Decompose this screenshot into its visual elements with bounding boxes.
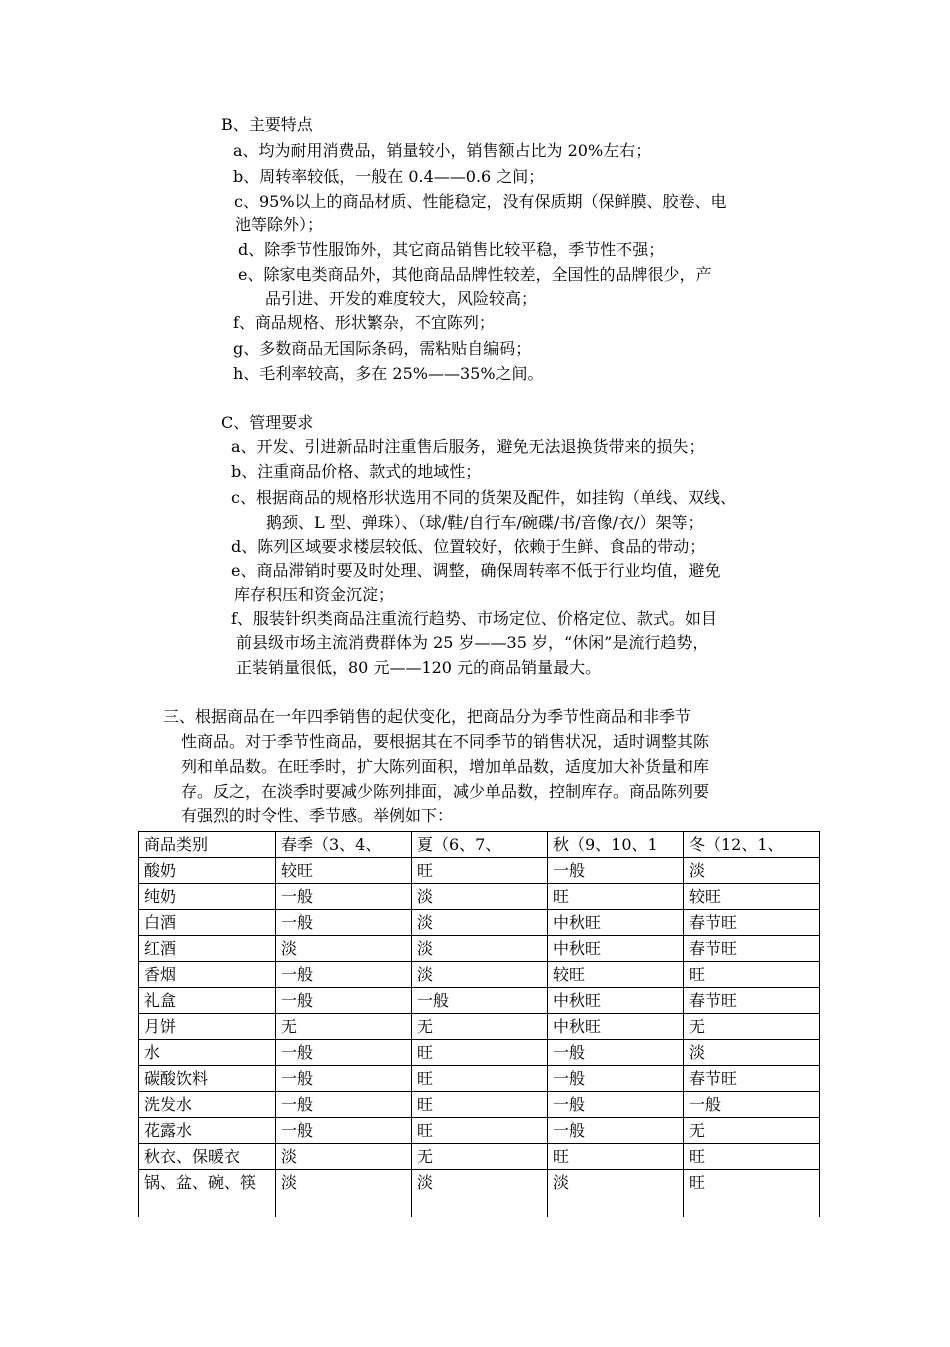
table-row: [139, 884, 820, 910]
table-row: [139, 1040, 820, 1066]
table-row: [139, 1170, 820, 1221]
cell-spring: 一般: [276, 910, 412, 936]
cell-summer: 一般: [412, 988, 548, 1014]
section-c-item-f-cont1: 前县级市场主流消费群体为 25 岁——35 岁，“休闲”是流行趋势，: [236, 633, 709, 652]
table-row: [139, 1014, 820, 1040]
cell-category: 碳酸饮料: [139, 1066, 276, 1092]
table-header-row: [139, 832, 820, 858]
cell-spring: 一般: [276, 1066, 412, 1092]
cell-spring: 淡: [276, 1170, 412, 1221]
cell-category: 洗发水: [139, 1092, 276, 1118]
cell-spring: 淡: [276, 1144, 412, 1170]
section-c-item-b: b、注重商品价格、款式的地域性；: [231, 462, 482, 481]
table-row: [139, 962, 820, 988]
cell-category: 酸奶: [139, 858, 276, 884]
section-c-heading: C、管理要求: [221, 413, 314, 432]
section-c-item-e: e、商品滞销时要及时处理、调整，确保周转率不低于行业均值，避免: [231, 561, 721, 580]
cell-summer: 无: [412, 1144, 548, 1170]
cell-autumn: 一般: [548, 1092, 684, 1118]
cell-category: 白酒: [139, 910, 276, 936]
cell-autumn: 中秋旺: [548, 936, 684, 962]
cell-spring: 一般: [276, 988, 412, 1014]
section-three-line-3: 列和单品数。在旺季时，扩大陈列面积，增加单品数，适度加大补货量和库: [181, 757, 710, 776]
cell-autumn: 淡: [548, 1170, 684, 1221]
cell-autumn: 较旺: [548, 962, 684, 988]
cell-winter: 旺: [684, 1144, 820, 1170]
section-three-line-1: 三、根据商品在一年四季销售的起伏变化，把商品分为季节性商品和非季节: [163, 707, 692, 726]
cell-summer: 淡: [412, 1170, 548, 1221]
section-c-item-c: c、根据商品的规格形状选用不同的货架及配件，如挂钩（单线、双线、: [231, 488, 736, 507]
table-row: [139, 1066, 820, 1092]
cell-category: 月饼: [139, 1014, 276, 1040]
cell-category: 锅、盆、碗、筷: [139, 1170, 276, 1221]
cell-winter: 一般: [684, 1092, 820, 1118]
cell-summer: 旺: [412, 1066, 548, 1092]
cell-winter: 较旺: [684, 884, 820, 910]
table-row: [139, 910, 820, 936]
cell-winter: 旺: [684, 962, 820, 988]
section-c-item-f: f、服装针织类商品注重流行趋势、市场定位、价格定位、款式。如目: [231, 609, 717, 628]
seasonal-sales-table: [138, 831, 820, 1221]
cell-autumn: 旺: [548, 884, 684, 910]
table-row: [139, 1092, 820, 1118]
section-c-item-e-cont: 库存积压和资金沉淀；: [234, 585, 395, 604]
section-c-item-c-cont: 鹅颈、L 型、弹珠）、（球/鞋/自行车/碗碟/书/音像/衣/）架等；: [266, 513, 704, 532]
cell-spring: 一般: [276, 1092, 412, 1118]
section-b-item-e-cont: 品引进、开发的难度较大，风险较高；: [265, 289, 538, 308]
cell-category: 礼盒: [139, 988, 276, 1014]
cell-category: 秋衣、保暖衣: [139, 1144, 276, 1170]
cell-winter: 淡: [684, 1040, 820, 1066]
cell-winter: 春节旺: [684, 936, 820, 962]
table-row: [139, 988, 820, 1014]
cell-spring: 一般: [276, 1040, 412, 1066]
cell-autumn: 一般: [548, 1040, 684, 1066]
cell-winter: 春节旺: [684, 988, 820, 1014]
cell-winter: 旺: [684, 1170, 820, 1221]
header-category: 商品类别: [139, 832, 276, 858]
section-b-item-h: h、毛利率较高，多在 25%——35%之间。: [233, 364, 544, 383]
cell-summer: 旺: [412, 858, 548, 884]
section-b-item-c: c、95%以上的商品材质、性能稳定，没有保质期（保鲜膜、胶卷、电: [234, 192, 727, 211]
table-row: [139, 1144, 820, 1170]
header-winter: 冬（12、1、: [684, 832, 820, 858]
cell-category: 香烟: [139, 962, 276, 988]
cell-winter: 淡: [684, 858, 820, 884]
section-b-item-c-cont: 池等除外）；: [235, 215, 324, 234]
cell-winter: 春节旺: [684, 910, 820, 936]
table-row: [139, 936, 820, 962]
cell-spring: 较旺: [276, 858, 412, 884]
section-b-item-b: b、周转率较低，一般在 0.4——0.6 之间；: [233, 167, 545, 186]
cell-summer: 淡: [412, 910, 548, 936]
section-c-item-a: a、开发、引进新品时注重售后服务，避免无法退换货带来的损失；: [231, 437, 705, 456]
cell-spring: 一般: [276, 884, 412, 910]
cell-autumn: 一般: [548, 1066, 684, 1092]
cell-autumn: 一般: [548, 858, 684, 884]
table-row: [139, 1118, 820, 1144]
header-summer: 夏（6、7、: [412, 832, 548, 858]
cell-winter: 无: [684, 1118, 820, 1144]
section-three-line-5: 有强烈的时令性、季节感。举例如下：: [181, 806, 454, 825]
cell-summer: 淡: [412, 884, 548, 910]
section-b-item-a: a、均为耐用消费品，销量较小，销售额占比为 20%左右；: [233, 141, 652, 160]
cell-summer: 淡: [412, 962, 548, 988]
page-bottom-mask: [130, 1217, 830, 1347]
cell-winter: 春节旺: [684, 1066, 820, 1092]
table-row: [139, 858, 820, 884]
cell-autumn: 一般: [548, 1118, 684, 1144]
section-c-item-f-cont2: 正装销量很低，80 元——120 元的商品销量最大。: [236, 658, 602, 677]
section-b-item-d: d、除季节性服饰外，其它商品销售比较平稳，季节性不强；: [238, 240, 665, 259]
cell-summer: 无: [412, 1014, 548, 1040]
cell-category: 红酒: [139, 936, 276, 962]
section-b-item-g: g、多数商品无国际条码，需粘贴自编码；: [233, 339, 532, 358]
section-b-item-e: e、除家电类商品外，其他商品品牌性较差，全国性的品牌很少，产: [238, 265, 712, 284]
section-b-item-f: f、商品规格、形状繁杂，不宜陈列；: [233, 313, 495, 332]
cell-summer: 淡: [412, 936, 548, 962]
section-three-line-2: 性商品。对于季节性商品，要根据其在不同季节的销售状况，适时调整其陈: [181, 732, 710, 751]
section-c-item-d: d、陈列区域要求楼层较低、位置较好，依赖于生鲜、食品的带动；: [231, 537, 706, 556]
section-b-heading: B、主要特点: [221, 115, 313, 134]
cell-category: 纯奶: [139, 884, 276, 910]
cell-autumn: 中秋旺: [548, 1014, 684, 1040]
header-autumn: 秋（9、10、1: [548, 832, 684, 858]
cell-winter: 无: [684, 1014, 820, 1040]
cell-summer: 旺: [412, 1092, 548, 1118]
cell-autumn: 旺: [548, 1144, 684, 1170]
cell-category: 水: [139, 1040, 276, 1066]
cell-autumn: 中秋旺: [548, 988, 684, 1014]
cell-category: 花露水: [139, 1118, 276, 1144]
cell-summer: 旺: [412, 1118, 548, 1144]
cell-spring: 淡: [276, 936, 412, 962]
cell-spring: 一般: [276, 962, 412, 988]
cell-summer: 旺: [412, 1040, 548, 1066]
header-spring: 春季（3、4、: [276, 832, 412, 858]
cell-spring: 一般: [276, 1118, 412, 1144]
section-three-line-4: 存。反之，在淡季时要减少陈列排面，减少单品数，控制库存。商品陈列要: [181, 782, 710, 801]
cell-spring: 无: [276, 1014, 412, 1040]
cell-autumn: 中秋旺: [548, 910, 684, 936]
